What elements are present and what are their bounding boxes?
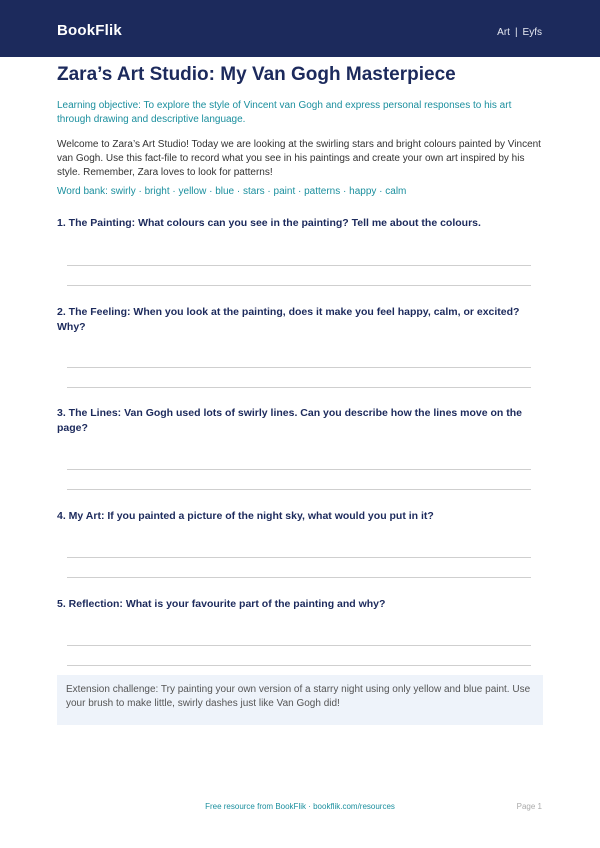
answer-line-2b[interactable] xyxy=(67,387,531,388)
page-number: Page 1 xyxy=(516,802,542,811)
answer-line-1a[interactable] xyxy=(67,265,531,266)
word-bank: Word bank: swirly · bright · yellow · blue · stars · paint · patterns · happy · calm xyxy=(57,186,407,197)
question-3: 3. The Lines: Van Gogh used lots of swirly lines. Can you describe how the lines move on the page? xyxy=(57,407,523,434)
question-5: 5. Reflection: What is your favourite part of the painting and why? xyxy=(57,598,386,610)
answer-line-2a[interactable] xyxy=(67,367,531,368)
answer-line-4b[interactable] xyxy=(67,577,531,578)
answer-line-5b[interactable] xyxy=(67,665,531,666)
footer-credit[interactable]: Free resource from BookFlik · bookflik.com/resources xyxy=(205,802,395,811)
learning-objective: Learning objective: To explore the style of Vincent van Gogh and express personal responses to his art through drawing and descriptive language. xyxy=(57,100,512,125)
question-4: 4. My Art: If you painted a picture of the night sky, what would you put in it? xyxy=(57,510,434,522)
extension-challenge-box xyxy=(57,675,543,725)
answer-line-1b[interactable] xyxy=(67,285,531,286)
answer-line-4a[interactable] xyxy=(67,557,531,558)
intro-paragraph: Welcome to Zara’s Art Studio! Today we are looking at the swirling stars and bright colours painted by Vincent van Gogh. Use this fact-file to record what you see in his paintings and create your own art inspired by his style. Remember, Zara loves to look for patterns! xyxy=(57,139,541,178)
question-2: 2. The Feeling: When you look at the painting, does it make you feel happy, calm, or excited? Why? xyxy=(57,306,520,333)
subject-tags xyxy=(497,27,542,38)
answer-line-5a[interactable] xyxy=(67,645,531,646)
extension-challenge-text: Extension challenge: Try painting your own version of a starry night using only yellow and blue paint. Use your brush to make little, swirly dashes just like Van Gogh did! xyxy=(66,684,531,709)
answer-line-3a[interactable] xyxy=(67,469,531,470)
header-bar xyxy=(0,0,600,57)
answer-line-3b[interactable] xyxy=(67,489,531,490)
brand-logo[interactable]: BookFlik xyxy=(57,22,122,39)
level-tag[interactable]: Eyfs xyxy=(522,27,542,38)
tag-separator: | xyxy=(514,27,518,38)
subject-tag[interactable]: Art xyxy=(497,27,510,38)
worksheet-title: Zara’s Art Studio: My Van Gogh Masterpiece xyxy=(57,64,456,85)
question-1: 1. The Painting: What colours can you see in the painting? Tell me about the colours. xyxy=(57,217,481,229)
